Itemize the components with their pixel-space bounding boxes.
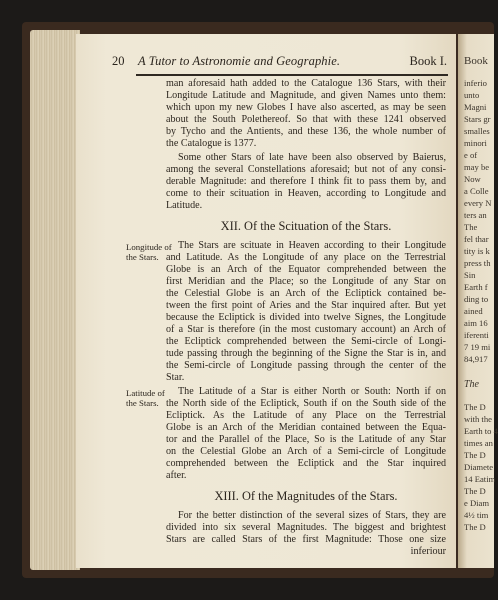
text-line: the Catalogue is 1377. [166, 138, 257, 149]
facing-text-line: The D [464, 402, 486, 412]
facing-page [458, 34, 498, 568]
facing-heading: The [464, 379, 479, 390]
facing-text-line: e of [464, 150, 478, 160]
text-line: For the better distinction of the several sizes of Stars, they are [178, 510, 446, 521]
margin-note-line: the Stars. [126, 398, 159, 408]
facing-text-line: fel thar [464, 234, 489, 244]
left-page [76, 34, 456, 568]
facing-text-line: 7 19 mi [464, 342, 491, 352]
facing-text-line: aim 16 [464, 318, 488, 328]
facing-text-line: smalles [464, 126, 490, 136]
facing-text-line: unto [464, 90, 480, 100]
text-line: because the Ecliptick is divided into twelve Signes, the Longitude [166, 312, 446, 323]
margin-note-longitude [126, 242, 172, 262]
facing-text-line: may be [464, 162, 490, 172]
facing-text-line: ained [464, 306, 483, 316]
facing-text-line: The D [464, 522, 486, 532]
text-line: Latitude. [166, 200, 203, 211]
text-line: which upon my new Globes I have also ascerted, as may be seen [166, 102, 446, 113]
text-line: Star. [166, 372, 185, 383]
section-heading: XIII. Of the Magnitudes of the Stars. [214, 489, 398, 503]
facing-text-line: The D [464, 486, 486, 496]
facing-text-line: iferenti [464, 330, 489, 340]
facing-text-line: ters an [464, 210, 487, 220]
text-line: tor and the Parallel of the Place, So is the Latitude of any Star [166, 434, 446, 445]
facing-text-line: Diamete [464, 462, 494, 472]
facing-text-line: The D [464, 450, 486, 460]
text-line: and Latitude. As the Longitude of any place on the Terrestrial [166, 252, 446, 263]
margin-note-line: Latitude of [126, 388, 165, 398]
facing-text-line: Magni [464, 102, 487, 112]
text-line: by Tycho and the Antients, and these 136, the whole number of [166, 126, 446, 137]
text-line: tween the first point of Aries and the Star inquired after. But yet [166, 300, 446, 311]
catchword: inferiour [410, 546, 446, 557]
book-label: Book I. [409, 54, 447, 68]
text-line: comprehended between the Ecliptick and the Star inquired [166, 458, 446, 469]
facing-text-line: minori [464, 138, 487, 148]
text-line: The Latitude of a Star is either North or South: North if on [178, 386, 446, 397]
facing-text-line: tity is k [464, 246, 490, 256]
facing-text-line: 4½ tim [464, 510, 489, 520]
text-line: on the Celestial Globe an Arch of a Semi-circle of Longitude [166, 446, 446, 457]
facing-text-line: Sin [464, 270, 476, 280]
facing-text-line: 14 Eatim [464, 474, 496, 484]
text-line: first Meridian and the Place; so the Longitude of any Star on [166, 276, 446, 287]
text-line: among the several Constellations aforesaid; but not of any consi- [166, 164, 446, 175]
facing-text-line: Now [464, 174, 481, 184]
facing-text-line: Stars gr [464, 114, 491, 124]
text-line: after. [166, 470, 187, 481]
facing-text-line: inferio [464, 78, 487, 88]
facing-text-line: 84,917 [464, 354, 488, 364]
facing-text-line: The [464, 222, 478, 232]
facing-text-line: press th [464, 258, 491, 268]
facing-text-line: Earth to 4 [464, 426, 498, 436]
text-line: the North side of the Ecliptick, South if on the South side of the [166, 398, 446, 409]
facing-text-line: Earth f [464, 282, 488, 292]
facing-text-line: a Colle [464, 186, 489, 196]
text-line: the Semi-circle of Longitude passing through the center of the [166, 360, 446, 371]
margin-note-latitude [126, 388, 165, 408]
text-line: Globe is an Arch of the Equator comprehended between the [166, 264, 446, 275]
text-line: come to their scituation in Heaven, according to Longitude and [166, 188, 446, 199]
text-line: tude passing through the beginning of the Signe the Star is in, and [166, 348, 446, 359]
text-line: the Ecliptick comprehended between the Semi-circle of Longi- [166, 336, 446, 347]
page-number: 20 [112, 54, 125, 68]
text-line: of a Star is therefore (in the most customary account) an Arch of [166, 324, 446, 335]
running-title: A Tutor to Astronomie and Geographie. [138, 54, 341, 68]
text-line: Globe is an Arch of the Meridian contained between the Equa- [166, 422, 446, 433]
text-line: Stars are called Stars of the first Magnitude: Those one size [166, 534, 446, 545]
facing-text-line: times an [464, 438, 493, 448]
text-line: man aforesaid hath added to the Catalogue 136 Stars, with their [166, 78, 446, 89]
facing-header: Book [464, 55, 488, 67]
text-line: The Stars are scituate in Heaven according to their Longitude [178, 240, 446, 251]
text-line: Ecliptick. As the Latitude of any Place on the Terrestrial [166, 410, 446, 421]
margin-note-line: the Stars. [126, 252, 159, 262]
text-line: derable Magnitude: and therefore I think fit to pass them by, and [166, 176, 446, 187]
facing-text-line: ding to [464, 294, 489, 304]
text-line: Some other Stars of late have been also observed by Baierus, [178, 152, 446, 163]
text-line: about the South Polethereof. So that with these 1241 observed [166, 114, 446, 125]
page-body [76, 34, 456, 568]
text-line: the Celestial Globe is an Arch of the Ecliptick contained be- [166, 288, 446, 299]
facing-text-line: every N [464, 198, 492, 208]
text-line: divided into six several Magnitudes. The biggest and brightest [166, 522, 446, 533]
section-heading: XII. Of the Scituation of the Stars. [220, 219, 392, 233]
page-edges [30, 30, 80, 570]
text-line: Longitude Latitude and Magnitude, and given Names unto them: [166, 90, 446, 101]
facing-text-line: with the [464, 414, 492, 424]
margin-note-line: Longitude of [126, 242, 172, 252]
facing-text-line: e Diam [464, 498, 490, 508]
